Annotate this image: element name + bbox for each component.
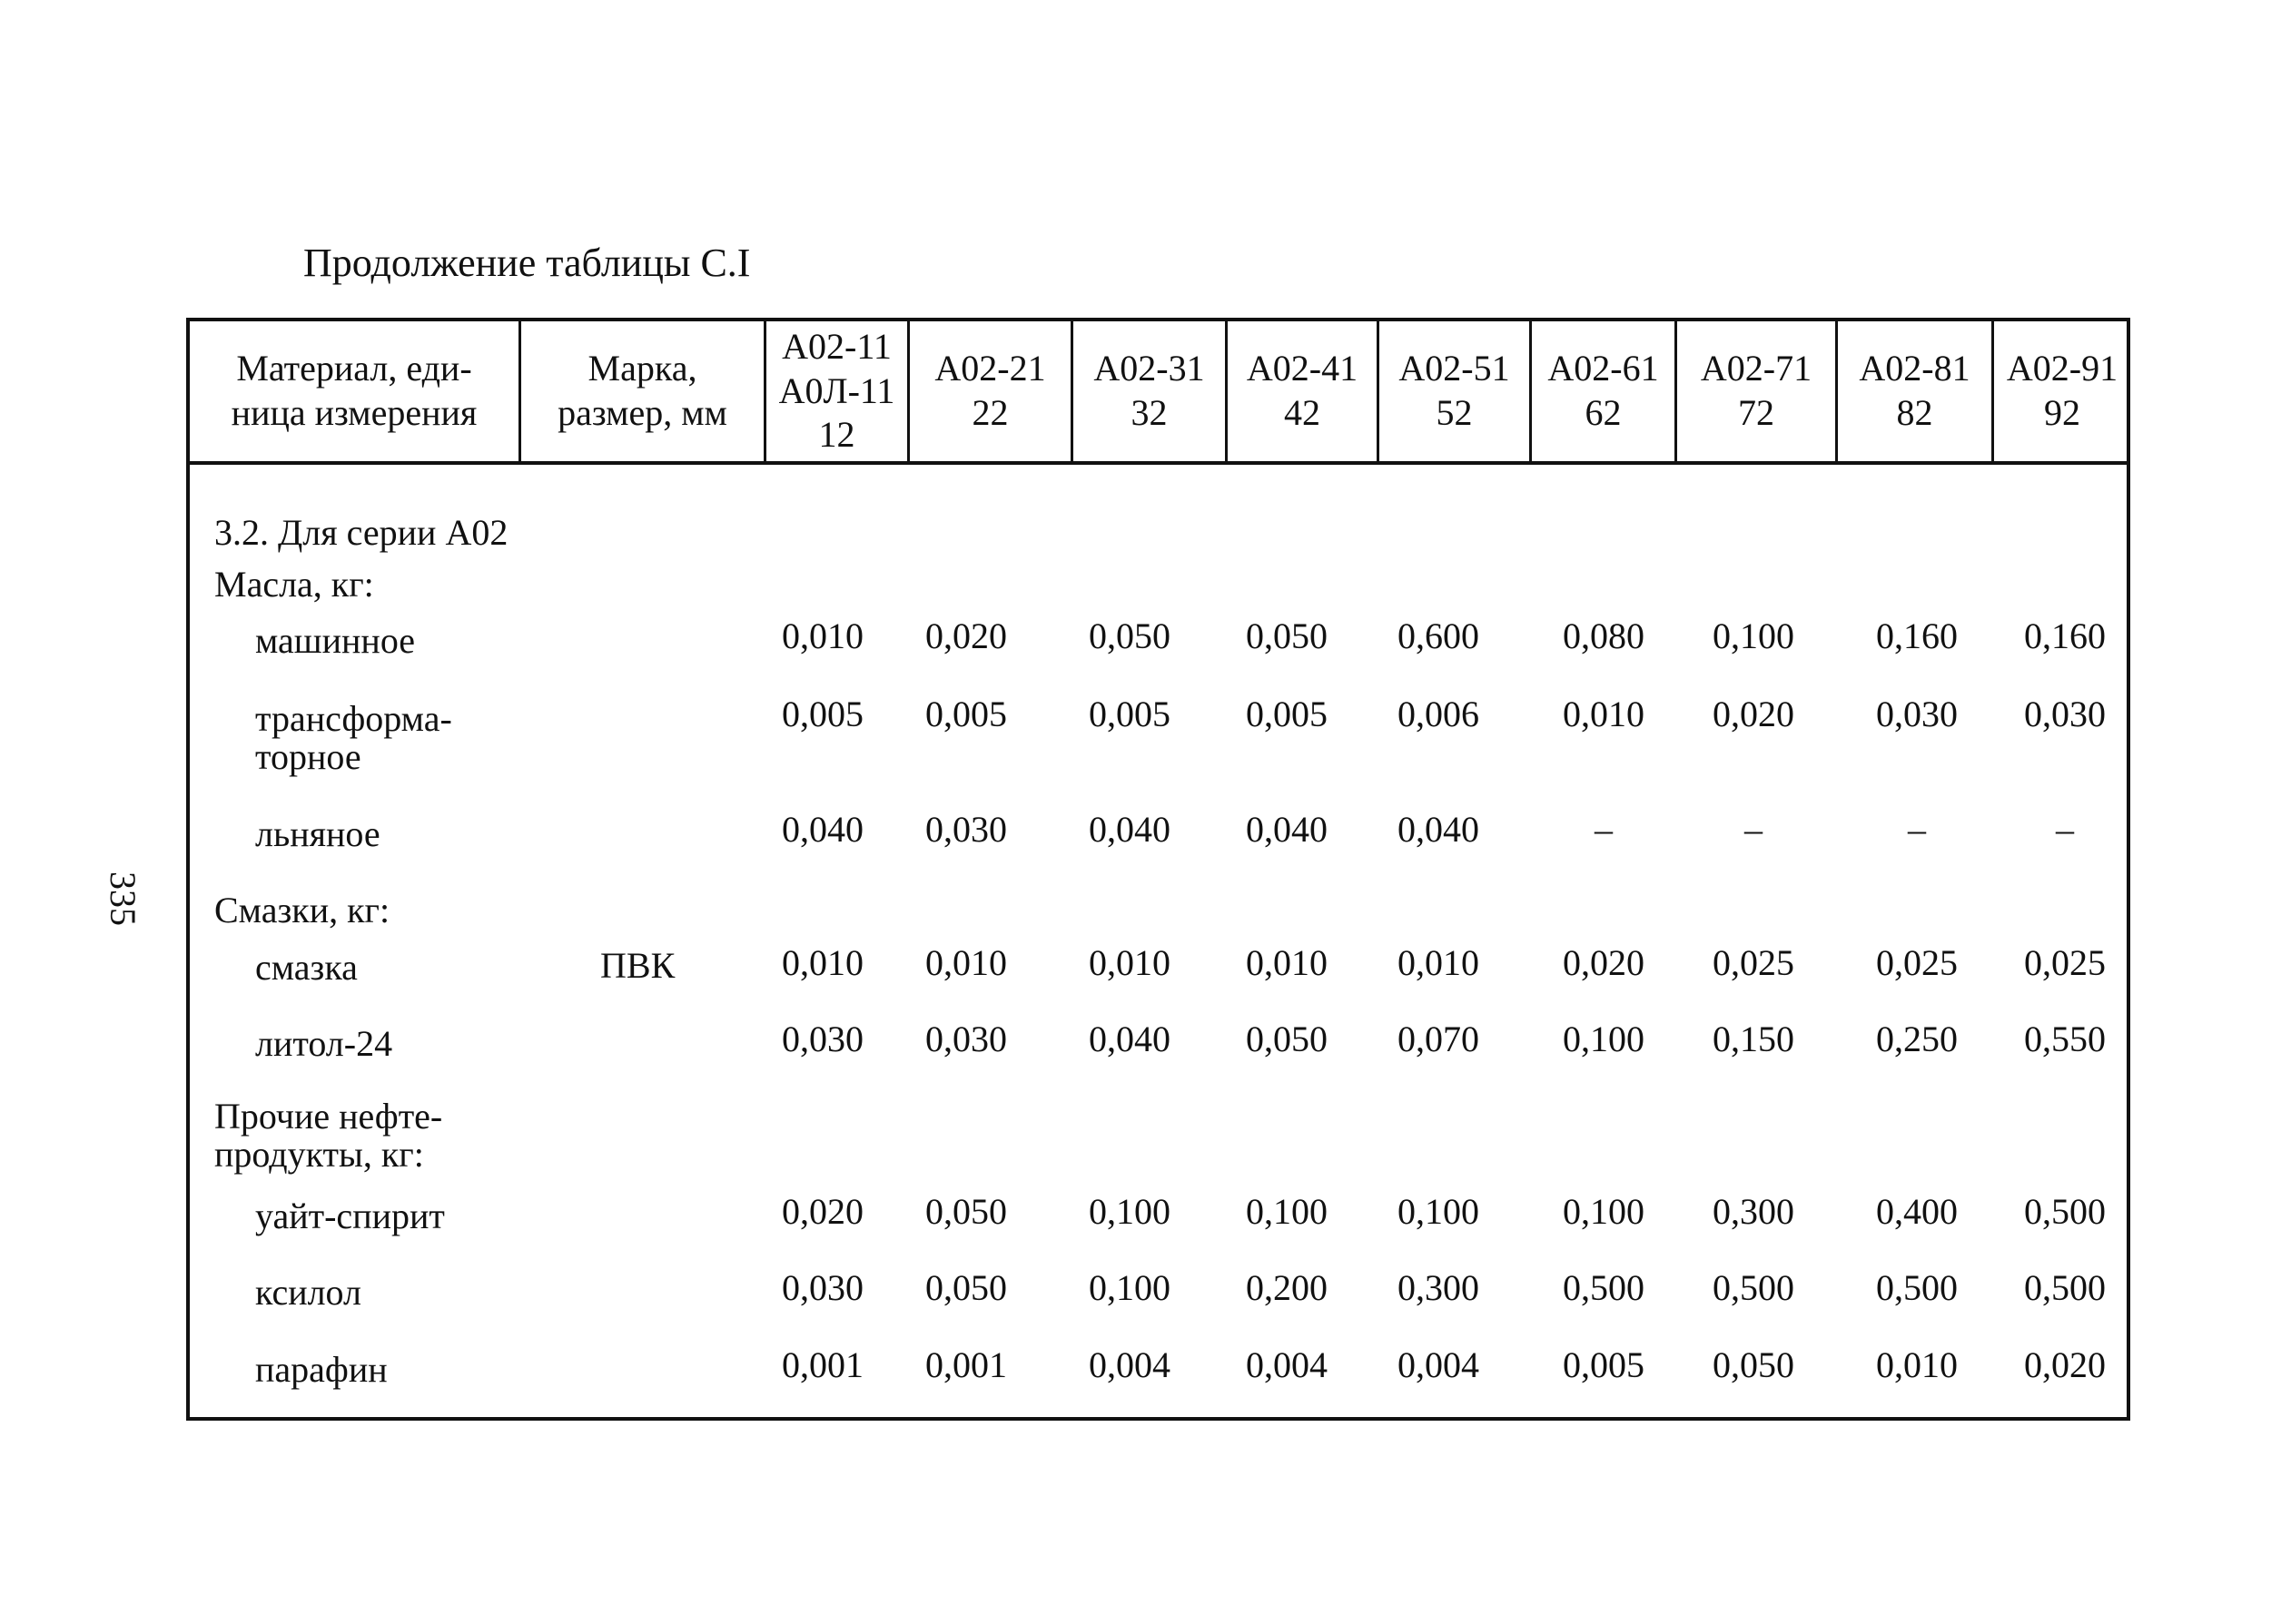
page-number: 335 — [103, 871, 143, 926]
header-model-1 — [766, 321, 910, 461]
table-cell-value: 0,080 — [1563, 615, 1644, 656]
table-cell-value: 0,100 — [1089, 1191, 1170, 1232]
header-model-4 — [1228, 321, 1379, 461]
table-cell-value: 0,004 — [1089, 1344, 1170, 1385]
table-cell-value: 0,030 — [782, 1267, 864, 1308]
table-cell-value: 0,250 — [1876, 1019, 1958, 1059]
table-cell-value: 0,010 — [925, 942, 1007, 983]
table-cell-value: 0,050 — [925, 1267, 1007, 1308]
row-label: уайт-спирит — [255, 1196, 445, 1236]
table-cell-value: 0,600 — [1397, 615, 1479, 656]
table-cell-value: 0,030 — [1876, 694, 1958, 734]
table-cell-value: 0,200 — [1246, 1267, 1328, 1308]
header-model-7 — [1677, 321, 1838, 461]
header-model-3 — [1073, 321, 1228, 461]
table-cell-value: 0,050 — [1089, 615, 1170, 656]
table-cell-value: 0,020 — [782, 1191, 864, 1232]
table-cell-value: 0,030 — [2024, 694, 2106, 734]
header-model-2-line-1: А02-21 — [934, 348, 1046, 389]
table-cell-value: 0,070 — [1397, 1019, 1479, 1059]
table-cell-value: 0,100 — [1397, 1191, 1479, 1232]
header-model-7-line-1: А02-71 — [1700, 348, 1812, 389]
table-cell-value: 0,004 — [1246, 1344, 1328, 1385]
table-cell-value: 0,010 — [1089, 942, 1170, 983]
header-brand-line-1: Марка, — [588, 348, 697, 389]
header-model-9-line-2: 92 — [2044, 392, 2080, 433]
header-model-5 — [1379, 321, 1532, 461]
header-model-1-line-1: А02-11 — [782, 325, 892, 367]
table-cell-value: – — [2056, 809, 2074, 850]
header-brand — [521, 321, 766, 461]
table-cell-value: 0,010 — [782, 942, 864, 983]
table-cell-value: 0,020 — [925, 615, 1007, 656]
table-cell-value: 0,400 — [1876, 1191, 1958, 1232]
header-model-2-line-2: 22 — [972, 392, 1009, 433]
table-cell-value: 0,005 — [1563, 1344, 1644, 1385]
table-cell-value: 0,005 — [782, 694, 864, 734]
table-caption: Продолжение таблицы С.I — [303, 241, 751, 285]
header-material-line-1: Материал, еди- — [236, 348, 472, 389]
header-model-6-line-1: А02-61 — [1547, 348, 1659, 389]
header-model-5-line-2: 52 — [1436, 392, 1473, 433]
table-cell-value: 0,040 — [1397, 809, 1479, 850]
table-cell-value: 0,020 — [2024, 1344, 2106, 1385]
table-cell-value: 0,500 — [1876, 1267, 1958, 1308]
row-label: ксилол — [255, 1272, 361, 1313]
table-cell-value: 0,550 — [2024, 1019, 2106, 1059]
table-cell-value: 0,100 — [1089, 1267, 1170, 1308]
header-model-9 — [1994, 321, 2130, 461]
table-cell-value: 0,005 — [1089, 694, 1170, 734]
table-cell-value: 0,160 — [1876, 615, 1958, 656]
group-other-line-1: Прочие нефте- — [214, 1096, 443, 1137]
table-cell-value: 0,010 — [782, 615, 864, 656]
group-oils: Масла, кг: — [214, 564, 374, 605]
table-header — [190, 321, 2127, 465]
row-label: литол-24 — [255, 1023, 393, 1064]
section-title: 3.2. Для серии А02 — [214, 512, 509, 553]
table-cell-value: 0,100 — [1246, 1191, 1328, 1232]
table-cell-value: 0,050 — [1713, 1344, 1794, 1385]
header-material-line-2: ница измерения — [231, 392, 478, 433]
table-cell-value: 0,500 — [2024, 1191, 2106, 1232]
table-cell-value: 0,040 — [782, 809, 864, 850]
table-cell-value: 0,025 — [1713, 942, 1794, 983]
header-brand-line-2: размер, мм — [558, 392, 727, 433]
table-cell-value: 0,004 — [1397, 1344, 1479, 1385]
table-cell-value: 0,030 — [782, 1019, 864, 1059]
table-cell-value: 0,010 — [1246, 942, 1328, 983]
table-cell-value: 0,025 — [2024, 942, 2106, 983]
table-cell-value: 0,020 — [1713, 694, 1794, 734]
table-cell-value: 0,040 — [1089, 809, 1170, 850]
header-model-3-line-2: 32 — [1131, 392, 1168, 433]
row-label: льняное — [255, 813, 380, 854]
header-model-9-line-1: А02-91 — [2006, 348, 2118, 389]
row-brand: ПВК — [600, 945, 676, 986]
table-cell-value: 0,030 — [925, 809, 1007, 850]
group-other-line-2: продукты, кг: — [214, 1134, 424, 1175]
table-cell-value: – — [1744, 809, 1763, 850]
table-cell-value: 0,030 — [925, 1019, 1007, 1059]
table-cell-value: 0,150 — [1713, 1019, 1794, 1059]
table-cell-value: 0,100 — [1563, 1191, 1644, 1232]
table-cell-value: 0,050 — [1246, 615, 1328, 656]
table-cell-value: 0,040 — [1246, 809, 1328, 850]
row-label: торное — [255, 736, 361, 777]
group-greases: Смазки, кг: — [214, 890, 390, 930]
header-model-8 — [1838, 321, 1994, 461]
header-model-8-line-1: А02-81 — [1859, 348, 1970, 389]
table-cell-value: 0,020 — [1563, 942, 1644, 983]
table-cell-value: 0,100 — [1563, 1019, 1644, 1059]
table-cell-value: – — [1595, 809, 1613, 850]
table-cell-value: 0,500 — [1713, 1267, 1794, 1308]
header-model-2 — [910, 321, 1073, 461]
row-label: смазка — [255, 947, 358, 988]
row-label: трансформа- — [255, 698, 452, 739]
table-cell-value: – — [1908, 809, 1926, 850]
table-cell-value: 0,001 — [782, 1344, 864, 1385]
table-cell-value: 0,001 — [925, 1344, 1007, 1385]
table-cell-value: 0,050 — [1246, 1019, 1328, 1059]
table-cell-value: 0,300 — [1397, 1267, 1479, 1308]
header-model-4-line-1: А02-41 — [1246, 348, 1358, 389]
materials-table — [186, 318, 2130, 1421]
table-cell-value: 0,005 — [925, 694, 1007, 734]
header-model-3-line-1: А02-31 — [1093, 348, 1205, 389]
table-cell-value: 0,010 — [1397, 942, 1479, 983]
header-model-5-line-1: А02-51 — [1398, 348, 1510, 389]
table-cell-value: 0,100 — [1713, 615, 1794, 656]
table-cell-value: 0,005 — [1246, 694, 1328, 734]
table-cell-value: 0,025 — [1876, 942, 1958, 983]
header-model-6-line-2: 62 — [1585, 392, 1622, 433]
table-cell-value: 0,010 — [1563, 694, 1644, 734]
table-cell-value: 0,050 — [925, 1191, 1007, 1232]
row-label: машинное — [255, 620, 416, 661]
header-model-1-line-2: А0Л-11 — [778, 369, 895, 411]
table-cell-value: 0,006 — [1397, 694, 1479, 734]
table-cell-value: 0,500 — [2024, 1267, 2106, 1308]
header-model-6 — [1532, 321, 1677, 461]
row-label: парафин — [255, 1349, 388, 1390]
header-material — [190, 321, 521, 461]
header-model-1-line-3: 12 — [818, 414, 855, 456]
table-cell-value: 0,500 — [1563, 1267, 1644, 1308]
table-cell-value: 0,010 — [1876, 1344, 1958, 1385]
table-cell-value: 0,160 — [2024, 615, 2106, 656]
table-cell-value: 0,300 — [1713, 1191, 1794, 1232]
header-model-7-line-2: 72 — [1738, 392, 1774, 433]
table-cell-value: 0,040 — [1089, 1019, 1170, 1059]
header-model-4-line-2: 42 — [1284, 392, 1320, 433]
header-model-8-line-2: 82 — [1896, 392, 1933, 433]
